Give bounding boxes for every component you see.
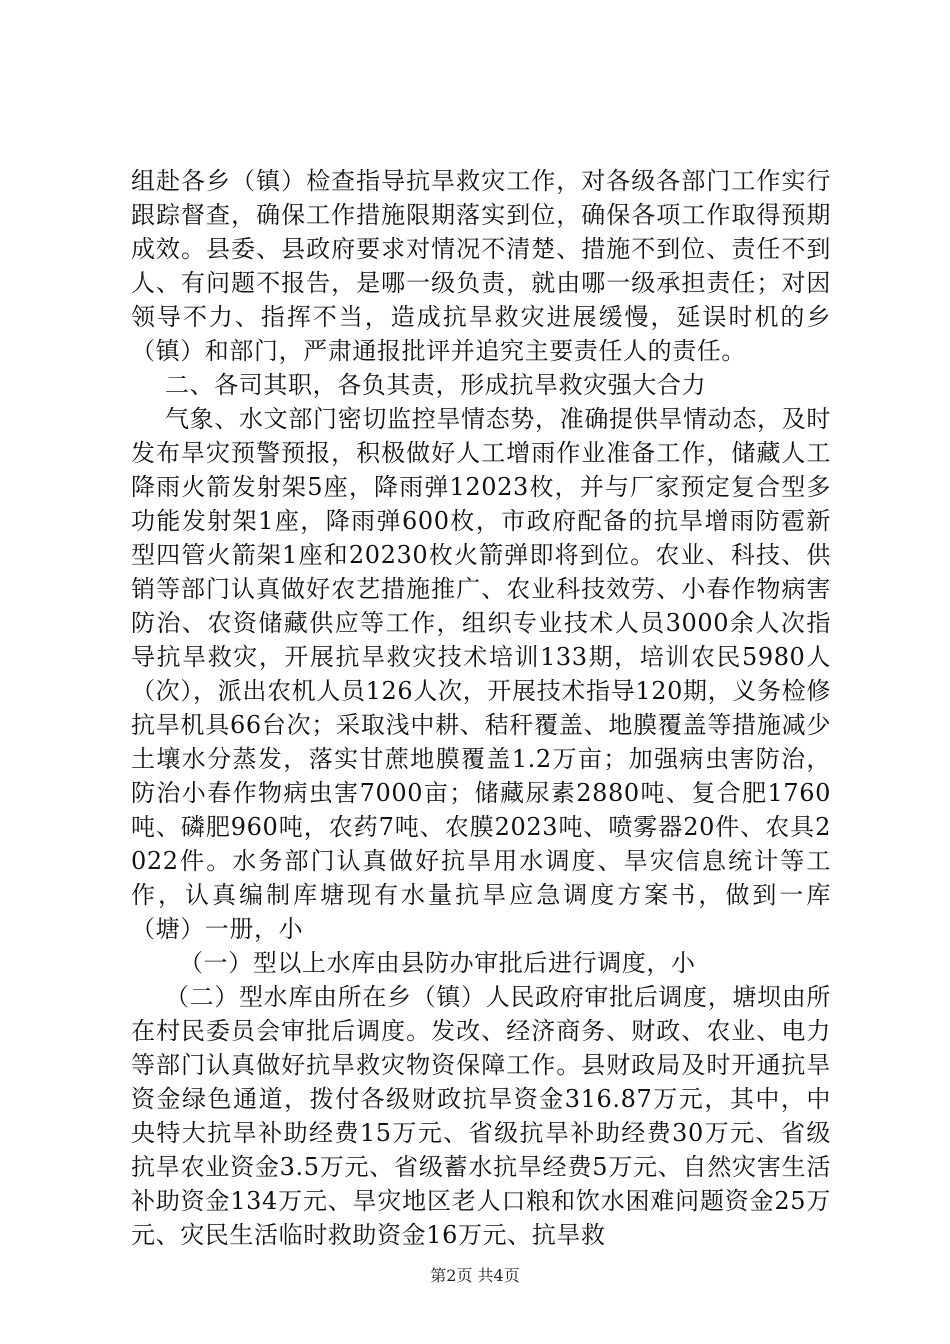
page-number-footer: 第2页 共4页: [430, 1266, 520, 1285]
document-body: [131, 164, 831, 1252]
paragraph-reservoir-type-one: （一）型以上水库由县防办审批后进行调度，小: [179, 949, 696, 977]
paragraph-reservoir-type-two: （二）型水库由所在乡（镇）人民政府审批后调度，塘坝由所在村民委员会审批后调度。发改、经济商务、财政、农业、电力等部门认真做好抗旱救灾物资保障工作。县财政局及时开通抗旱资金绿色通道，拨付各级财政抗旱资金316.87万元，其中，中央特大抗旱补助经费15万元、省级抗旱补助经费30万元、省级抗旱农业资金3.5万元、省级蓄水抗旱经费5万元、自然灾害生活补助资金134万元、旱灾地区老人口粮和饮水困难问题资金25万元、灾民生活临时救助资金16万元、抗旱救: [131, 983, 831, 1249]
section-heading: 二、各司其职，各负其责，形成抗旱救灾强大合力: [165, 371, 707, 399]
paragraph-departments: 气象、水文部门密切监控旱情态势，准确提供旱情动态，及时发布旱灾预警预报，积极做好人工增雨作业准备工作，储藏人工降雨火箭发射架5座，降雨弹12023枚，并与厂家预定复合型多功能发射架1座，降雨弹600枚，市政府配备的抗旱增雨防雹新型四管火箭架1座和20230枚火箭弹即将到位。农业、科技、供销等部门认真做好农艺措施推广、农业科技效劳、小春作物病害防治、农资储藏供应等工作，组织专业技术人员3000余人次指导抗旱救灾，开展抗旱救灾技术培训133期，培训农民5980人（次），派出农机人员126人次，开展技术指导120期，义务检修抗旱机具66台次；采取浅中耕、秸秆覆盖、地膜覆盖等措施减少土壤水分蒸发，落实甘蔗地膜覆盖1.2万亩；加强病虫害防治，防治小春作物病虫害7000亩；储藏尿素2880吨、复合肥1760吨、磷肥960吨，农药7吨、农膜2023吨、喷雾器20件、农具2022件。水务部门认真做好抗旱用水调度、旱灾信息统计等工作，认真编制库塘现有水量抗旱应急调度方案书，做到一库（塘）一册，小: [131, 405, 831, 943]
paragraph-continued: 组赴各乡（镇）检查指导抗旱救灾工作，对各级各部门工作实行跟踪督查，确保工作措施限期落实到位，确保各项工作取得预期成效。县委、县政府要求对情况不清楚、措施不到位、责任不到人、有问题不报告，是哪一级负责，就由哪一级承担责任；对因领导不力、指挥不当，造成抗旱救灾进展缓慢，延误时机的乡（镇）和部门，严肃通报批评并追究主要责任人的责任。: [131, 167, 831, 365]
